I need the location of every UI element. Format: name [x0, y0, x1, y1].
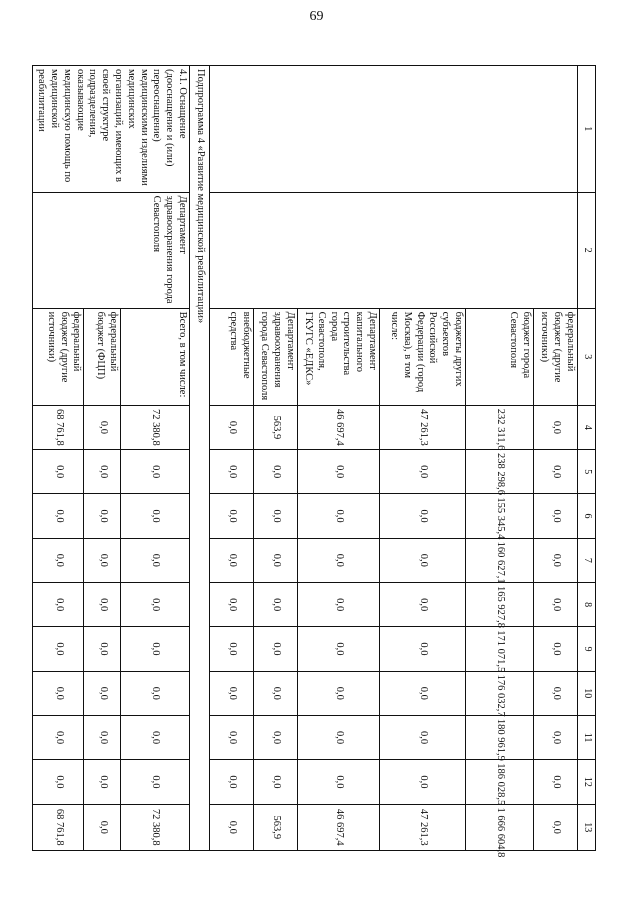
- funding-table: [32, 65, 596, 858]
- value-cell: 0,0: [534, 804, 578, 850]
- cell-empty: [210, 192, 578, 308]
- header-cell: 8: [578, 582, 596, 626]
- subprogram-row: [190, 66, 210, 851]
- header-cell: 9: [578, 627, 596, 671]
- header-cell: 7: [578, 538, 596, 582]
- value-cell: 47 261,3: [380, 804, 466, 850]
- header-cell: 10: [578, 671, 596, 715]
- value-cell: 0,0: [534, 494, 578, 538]
- value-cell: 0,0: [84, 760, 121, 804]
- source-label: бюджет города Севастополя: [466, 308, 534, 405]
- value-cell: 0,0: [254, 450, 298, 494]
- value-cell: 0,0: [534, 450, 578, 494]
- value-cell: 0,0: [534, 538, 578, 582]
- value-cell: 180 961,9: [466, 715, 534, 759]
- value-cell: 0,0: [380, 760, 466, 804]
- page-number: 69: [309, 9, 324, 24]
- value-cell: 0,0: [254, 582, 298, 626]
- header-cell: 4: [578, 405, 596, 449]
- value-cell: 0,0: [254, 627, 298, 671]
- value-cell: 0,0: [298, 450, 380, 494]
- value-cell: 0,0: [210, 627, 254, 671]
- value-cell: 0,0: [84, 538, 121, 582]
- value-cell: 0,0: [33, 582, 84, 626]
- value-cell: 0,0: [121, 538, 190, 582]
- value-cell: 155 345,4: [466, 494, 534, 538]
- subprogram-title: Подпрограмма 4 «Развитие медицинской реабилитации»: [190, 66, 210, 851]
- source-label: Всего, в том числе:: [121, 308, 190, 405]
- source-label: внебюджетные средства: [210, 308, 254, 405]
- value-cell: 0,0: [254, 715, 298, 759]
- value-cell: 0,0: [210, 760, 254, 804]
- value-cell: 0,0: [380, 582, 466, 626]
- value-cell: 68 761,8: [33, 804, 84, 850]
- value-cell: 0,0: [298, 671, 380, 715]
- value-cell: 0,0: [380, 538, 466, 582]
- source-label: федеральный бюджет (другие источники): [534, 308, 578, 405]
- value-cell: 0,0: [534, 671, 578, 715]
- value-cell: 0,0: [210, 494, 254, 538]
- value-cell: 1 666 604,8: [466, 804, 534, 850]
- value-cell: 0,0: [534, 582, 578, 626]
- value-cell: 72 380,8: [121, 405, 190, 449]
- value-cell: 563,9: [254, 405, 298, 449]
- value-cell: 0,0: [254, 494, 298, 538]
- value-cell: 0,0: [380, 494, 466, 538]
- value-cell: 0,0: [33, 715, 84, 759]
- value-cell: 0,0: [121, 671, 190, 715]
- value-cell: 0,0: [210, 405, 254, 449]
- value-cell: 0,0: [210, 804, 254, 850]
- value-cell: 0,0: [534, 715, 578, 759]
- table-row: [534, 66, 578, 851]
- header-row: [578, 66, 596, 851]
- value-cell: 171 071,5: [466, 627, 534, 671]
- value-cell: 0,0: [121, 450, 190, 494]
- value-cell: 0,0: [534, 405, 578, 449]
- value-cell: 72 380,8: [121, 804, 190, 850]
- value-cell: 160 627,1: [466, 538, 534, 582]
- value-cell: 238 298,6: [466, 450, 534, 494]
- value-cell: 0,0: [210, 450, 254, 494]
- value-cell: 0,0: [298, 760, 380, 804]
- cell-empty: [210, 66, 578, 193]
- activity-name: 4.1. Оснащение (дооснащение и (или) переоснащение) медицинскими изделиями медицинских организаций, имеющих в своей структуре подразделения, оказывающие медицинскую помощь по медицинской реабилитации: [33, 66, 190, 193]
- header-cell: 3: [578, 308, 596, 405]
- value-cell: 0,0: [33, 494, 84, 538]
- value-cell: 0,0: [84, 715, 121, 759]
- value-cell: 0,0: [210, 715, 254, 759]
- value-cell: 46 697,4: [298, 804, 380, 850]
- value-cell: 0,0: [33, 627, 84, 671]
- source-label: Департамент капитального строительства города Севастополя, ГКУГС «ЕДКС»: [298, 308, 380, 405]
- value-cell: 0,0: [84, 671, 121, 715]
- value-cell: 0,0: [33, 450, 84, 494]
- value-cell: 0,0: [33, 538, 84, 582]
- source-label: Департамент здравоохранения города Севастополя: [254, 308, 298, 405]
- value-cell: 0,0: [298, 538, 380, 582]
- value-cell: 0,0: [380, 450, 466, 494]
- value-cell: 232 311,6: [466, 405, 534, 449]
- value-cell: 68 761,8: [33, 405, 84, 449]
- value-cell: 0,0: [84, 627, 121, 671]
- header-cell: 11: [578, 715, 596, 759]
- header-cell: 5: [578, 450, 596, 494]
- value-cell: 0,0: [84, 405, 121, 449]
- header-cell: 1: [578, 66, 596, 193]
- value-cell: 0,0: [298, 494, 380, 538]
- source-label: бюджеты других субъектов Российской Федерации (город Москва), в том числе:: [380, 308, 466, 405]
- value-cell: 0,0: [298, 715, 380, 759]
- value-cell: 0,0: [33, 671, 84, 715]
- value-cell: 0,0: [84, 804, 121, 850]
- value-cell: 0,0: [210, 671, 254, 715]
- header-cell: 13: [578, 804, 596, 850]
- source-label: федеральный бюджет (ФЦП): [84, 308, 121, 405]
- value-cell: 165 927,8: [466, 582, 534, 626]
- value-cell: 0,0: [121, 627, 190, 671]
- value-cell: 0,0: [121, 715, 190, 759]
- value-cell: 0,0: [121, 582, 190, 626]
- value-cell: 0,0: [84, 494, 121, 538]
- value-cell: 0,0: [298, 582, 380, 626]
- value-cell: 0,0: [254, 538, 298, 582]
- value-cell: 0,0: [534, 760, 578, 804]
- value-cell: 0,0: [534, 627, 578, 671]
- value-cell: 0,0: [380, 671, 466, 715]
- table-row: [121, 66, 190, 851]
- header-cell: 12: [578, 760, 596, 804]
- activity-executor: Департамент здравоохранения города Севастополя: [33, 192, 190, 308]
- value-cell: 0,0: [121, 760, 190, 804]
- value-cell: 0,0: [84, 582, 121, 626]
- header-cell: 6: [578, 494, 596, 538]
- value-cell: 47 261,3: [380, 405, 466, 449]
- value-cell: 0,0: [254, 760, 298, 804]
- source-label: федеральный бюджет (другие источники): [33, 308, 84, 405]
- value-cell: 46 697,4: [298, 405, 380, 449]
- value-cell: 186 028,5: [466, 760, 534, 804]
- header-cell: 2: [578, 192, 596, 308]
- rotated-table-container: [36, 65, 596, 858]
- value-cell: 0,0: [380, 627, 466, 671]
- value-cell: 0,0: [298, 627, 380, 671]
- value-cell: 0,0: [33, 760, 84, 804]
- value-cell: 0,0: [84, 450, 121, 494]
- value-cell: 0,0: [210, 582, 254, 626]
- value-cell: 176 032,7: [466, 671, 534, 715]
- value-cell: 0,0: [254, 671, 298, 715]
- value-cell: 0,0: [121, 494, 190, 538]
- value-cell: 0,0: [210, 538, 254, 582]
- value-cell: 0,0: [380, 715, 466, 759]
- value-cell: 563,9: [254, 804, 298, 850]
